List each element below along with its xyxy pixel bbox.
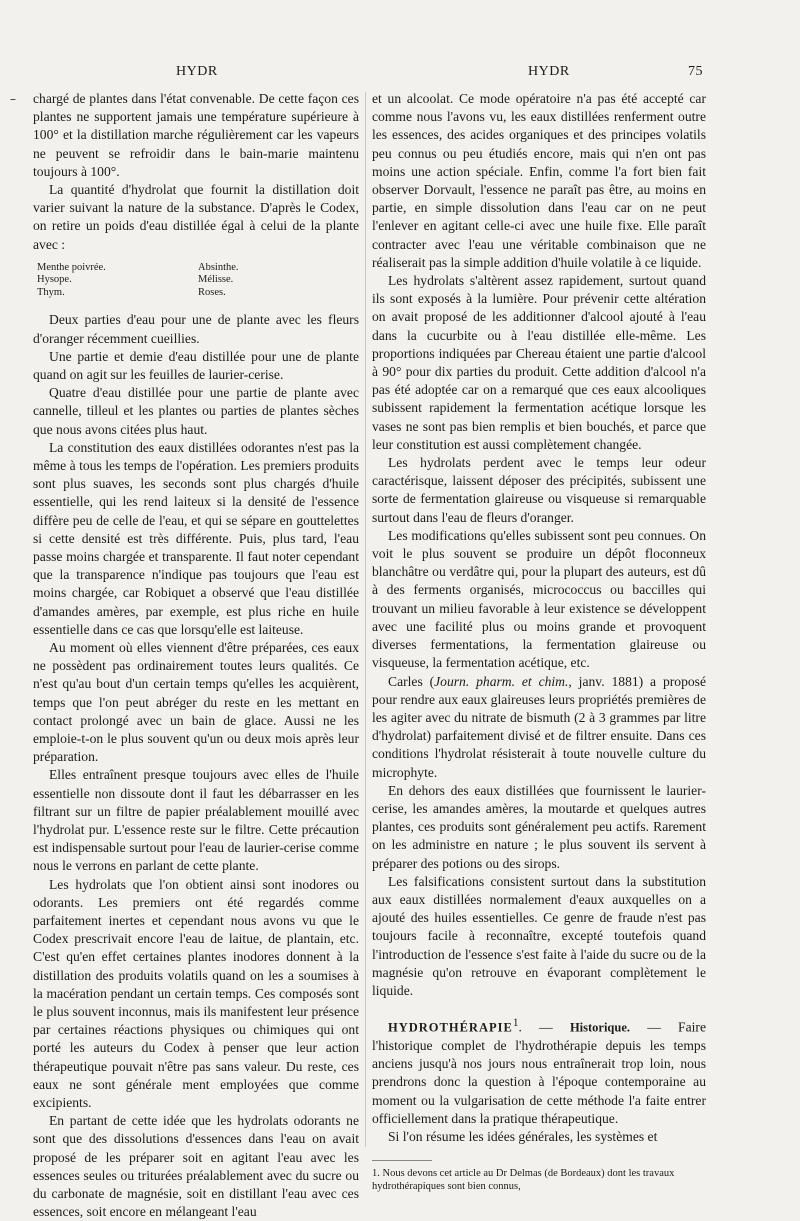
- paragraph: chargé de plantes dans l'état convenable. De cette façon ces plantes ne supportent jamais une température supérieure à 100° et la distillation marche régulièrement car les vapeurs ne peuvent se refroidir dans le bain-marie maintenu toujours à 100°.: [33, 91, 359, 179]
- herb-item: Hysope.: [37, 274, 72, 286]
- paragraph: Les hydrolats s'altèrent assez rapidement, surtout quand ils sont exposés à la lumière. Pour prévenir cette altération on avait proposé de les additionner d'alcool ajouté à l'eau dans la cucurbite ou à l'eau distillée elle-même. Les proportions indiquées par Chereau étaient une partie d'alcool à 90° pour dix parties du produit. Cette addition d'alcool n'a pas été adoptée car on a remarqué que ces eaux alcooliques subissent rapidement la fermentation acétique lorsque les vases ne sont pas bien remplis et bien bouchés, et parce que leur constitution est aussi complètement changée.: [372, 273, 706, 452]
- herb-list: [33, 262, 359, 300]
- paragraph: Les modifications qu'elles subissent sont peu connues. On voit le plus souvent se produire un dépôt floconneux blanchâtre ou verdâtre qui, pour la plupart des auteurs, est dû à des ferments organisés, micrococcus ou baccilles qui trouvant un milieu favorable à leur existence se développent avec une facilité plus ou moins grande et provoquent diverses fermentations, la fermentation glaireuse ou visqueuse, la fermentation acétique, etc.: [372, 527, 706, 671]
- paragraph: La quantité d'hydrolat que fournit la distillation doit varier suivant la nature de la substance. D'après le Codex, on retire un poids d'eau distillée égal à celui de la plante avec :: [33, 182, 359, 252]
- paragraph: En partant de cette idée que les hydrolats odorants ne sont que des dissolutions d'essences dans l'eau on avait proposé de les préparer soit en agitant l'eau avec les essences seules ou triturées préalablement avec du sucre ou du carbonate de magnésie, soit en distillant l'eau avec ces essences, soit encore en mélangeant l'eau: [33, 1113, 359, 1220]
- paragraph: et un alcoolat. Ce mode opératoire n'a pas été accepté car comme nous l'avons vu, les eaux distillées renferment outre les essences, des acides organiques et des principes volatils peu connus ou peu étudiés encore, mais qui n'en ont pas moins une action spéciale. Enfin, comme l'a fort bien fait observer Dorvault, l'essence ne paraît pas être, au moins en partie, en simple dissolution dans l'eau car on ne peut l'enlever en agitant celle-ci avec une huile fixe. Elle paraît contracter avec l'eau une véritable combinaison que ne réaliserait pas la simple addition d'huile volatile à ce liquide.: [372, 91, 706, 270]
- paragraph: Quatre d'eau distillée pour une partie de plante avec cannelle, tilleul et les plantes ou parties de plantes sèches que nous avons citées plus haut.: [33, 385, 359, 437]
- paragraph: Au moment où elles viennent d'être préparées, ces eaux ne possèdent pas ordinairement toutes leurs qualités. Ce n'est qu'au bout d'un certain temps qu'elles les acquièrent, temps que l'on peut abréger du reste en les mettant en contact prolongé avec un bain de glace. Aussi ne les emploie-t-on le plus souvent qu'un ou deux mois après leur préparation.: [33, 639, 359, 765]
- paragraph-carles: [372, 673, 706, 782]
- paragraph: Les hydrolats perdent avec le temps leur odeur caractérisque, laissent déposer des précipités, subissent une sorte de fermentation glaireuse ou visqueuse si remarquable surtout dans l'eau de fleurs d'oranger.: [372, 455, 706, 525]
- column-divider: [365, 92, 366, 1147]
- herb-item: Roses.: [198, 286, 226, 298]
- herb-item: Mélisse.: [198, 274, 234, 286]
- herb-item: Thym.: [37, 286, 65, 298]
- right-column: [372, 90, 706, 1193]
- margin-dash: –: [10, 92, 16, 106]
- journal-reference: Journ. pharm. et chim.: [434, 673, 569, 689]
- herb-item: Absinthe.: [198, 261, 239, 273]
- heading-separator: . —: [518, 1019, 570, 1035]
- section-paragraph: [372, 1014, 706, 1128]
- running-head-left: HYDR: [176, 64, 218, 79]
- text-run: — Faire l'historique complet de l'hydrothérapie depuis les temps anciens jusqu'à nos jours nous entraînerait trop loin, nous prendrons donc la question à l'époque contemporaine au moment ou la vulgarisation de cette méthode l'a faite entrer officiellement dans la pratique thérapeutique.: [372, 1019, 706, 1126]
- paragraph: La constitution des eaux distillées odorantes n'est pas la même à tous les temps de l'opération. Les premiers produits sont plus suaves, les seconds sont plus chargés d'huile essentielle, qui les rend laiteux si la densité de l'essence diffère peu de celle de l'eau, et qui se sépare en gouttelettes si cette densité est très différente. Puis, plus tard, l'eau passe moins chargée et transparente. Il faut noter cependant que la transparence n'indique pas toujours que l'eau est moins chargée, car Robiquet a observé que l'eau distillée d'amandes amères, par exemple, est plus riche en huile essentielle dans ce cas que lorsqu'elle est laiteuse.: [33, 439, 359, 637]
- paragraph: Elles entraînent presque toujours avec elles de l'huile essentielle non dissoute dont il faut les débarrasser en les filtrant sur un filtre de papier préalablement mouillé avec l'hydrolat pur. L'essence reste sur le filtre. Cette précaution est indispensable surtout pour l'eau de laurier-cerise comme nous le verrons en parlant de cette plante.: [33, 767, 359, 874]
- paragraph: Une partie et demie d'eau distillée pour une de plante quand on agit sur les feuilles de laurier-cerise.: [33, 348, 359, 382]
- herb-item: Menthe poivrée.: [37, 261, 106, 273]
- page-number: 75: [688, 64, 703, 79]
- paragraph: Les hydrolats que l'on obtient ainsi sont inodores ou odorants. Les premiers ont été regardés comme parfaitement inertes et cependant nous avons vu que le Codex prescrivait encore l'eau de laitue, de plantain, etc. C'est qu'en effet certaines plantes inodores donnent à la distillation des produits volatils quand on les a soumises à la macération pendant un certain temps. Ces composés sont le plus souvent inconnus, mais ils manifestent leur présence par certaines réactions physiques ou chimiques qui ont porté les auteurs du Codex à penser que leur action thérapeutique pouvait n'être pas sans valeur. Du reste, ces eaux ne sont générale ment employées que comme excipients.: [33, 876, 359, 1111]
- footnote-rule: [372, 1160, 432, 1161]
- left-column: [33, 90, 359, 1221]
- footnote: 1. Nous devons cet article au Dr Delmas (de Bordeaux) dont les travaux hydrothérapiques sont bien connus,: [372, 1168, 675, 1193]
- text-run: Carles (: [388, 673, 435, 689]
- paragraph: En dehors des eaux distillées que fournissent le laurier-cerise, les amandes amères, la moutarde et quelques autres plantes, ces produits sont généralement peu actifs. Rarement on les administre en nature ; le plus souvent ils servent à préparer des potions ou des sirops.: [372, 782, 706, 871]
- paragraph: Si l'on résume les idées générales, les systèmes et: [388, 1128, 658, 1144]
- text-run: , janv. 1881) a proposé pour rendre aux eaux glaireuses leurs propriétés premières de les agiter avec du nitrate de bismuth (2 à 3 grammes par litre d'hydrolat) parfaitement divisé et de filtrer ensuite. Dans ces conditions l'hydrolat résisterait à toute nouvelle culture du microphyte.: [372, 673, 707, 780]
- paragraph: Les falsifications consistent surtout dans la substitution aux eaux distillées normalement d'eaux auxquelles on a ajouté des huiles essentielles. Ce genre de fraude n'est pas toujours facile à reconnaître, excepté toutefois quand l'introduction de l'essence s'est faite à l'aide du sucre ou de la magnésie qu'on retrouve en évaporant complètement le liquide.: [372, 873, 706, 998]
- entry-heading: HYDROTHÉRAPIE: [388, 1020, 513, 1035]
- running-head-right: HYDR: [528, 64, 570, 79]
- sub-heading: Historique.: [569, 1020, 631, 1035]
- paragraph: Deux parties d'eau pour une de plante avec les fleurs d'oranger récemment cueillies.: [33, 312, 359, 346]
- running-head: [0, 64, 800, 84]
- footnote-marker: 1: [512, 1017, 519, 1030]
